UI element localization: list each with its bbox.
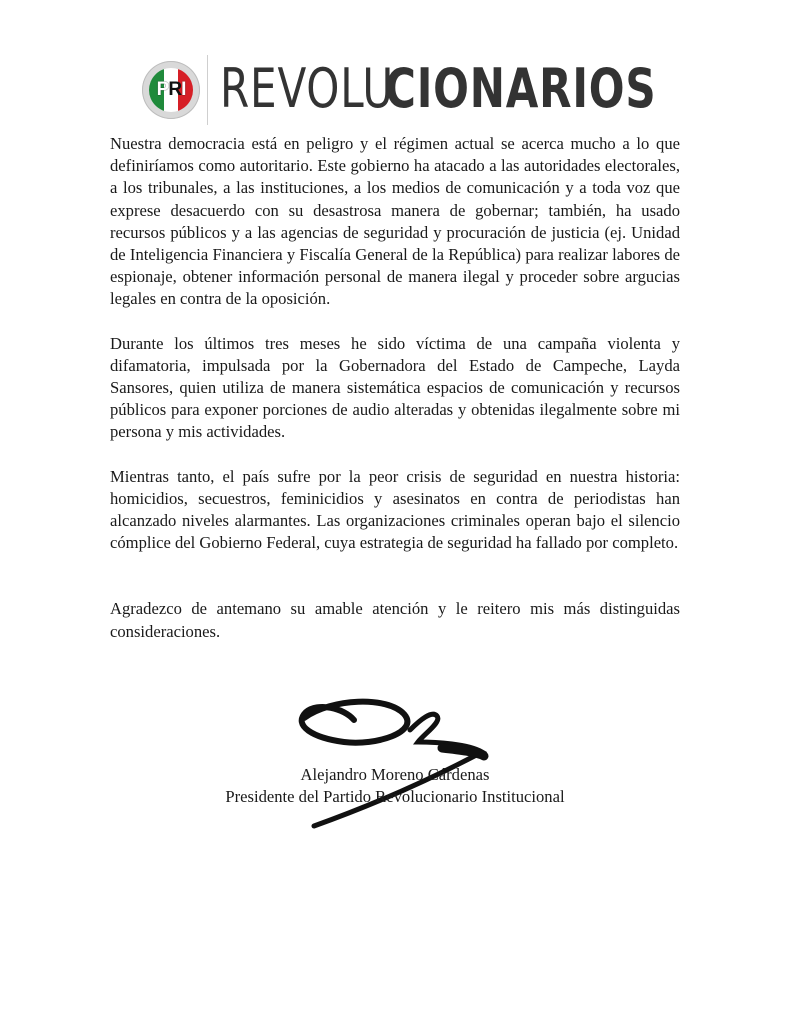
paragraph-3: Mientras tanto, el país sufre por la peor crisis de seguridad en nuestra historia: homicidios, secuestros, feminicidios y asesinatos en contra de periodistas han alcanzado niveles alarmantes. Las organizaciones criminales operan bajo el silencio cómplice del Gobierno Federal, cuya estrategia de seguridad ha fallado por completo. — [110, 466, 680, 553]
closing-paragraph: Agradezco de antemano su amable atención y le reitero mis más distinguidas consideraciones. — [110, 599, 680, 641]
letterhead — [140, 55, 660, 125]
logo-letter-i: I — [181, 79, 186, 100]
logo-letter-p: P — [156, 79, 169, 100]
logo-letter-r: R — [168, 79, 182, 100]
header-divider — [207, 55, 208, 125]
signatory-name: Alejandro Moreno Cárdenas — [300, 765, 490, 784]
revolucionarios-wordmark — [220, 59, 733, 119]
wordmark-light: REVOLU — [220, 57, 394, 120]
paragraph-2: Durante los últimos tres meses he sido víctima de una campaña violenta y difamatoria, impulsada por la Gobernadora del Estado de Campeche, Layda Sansores, quien utiliza de manera sistemática espacios de comunicación y recursos públicos para exponer porciones de audio alteradas y obtenidas ilegalmente sobre mi persona y mis actividades. — [110, 333, 680, 442]
pri-logo-letters — [149, 68, 193, 112]
pri-logo — [142, 61, 200, 119]
handwritten-signature — [292, 690, 492, 830]
signature-block — [190, 764, 600, 808]
signatory-title: Presidente del Partido Revolucionario Institucional — [225, 787, 565, 806]
letter-body — [110, 133, 680, 643]
paragraph-1: Nuestra democracia está en peligro y el régimen actual se acerca mucho a lo que definiríamos como autoritario. Este gobierno ha atacado a las autoridades electorales, a los tribunales, a las instituciones, a los medios de comunicación y a toda voz que exprese desacuerdo con su desastrosa manera de gobernar; también, ha usado recursos públicos y a las agencias de seguridad y procuración de justicia (ej. Unidad de Inteligencia Financiera y Fiscalía General de la República) para realizar labores de espionaje, obtener información personal de manera ilegal y proceder sobre argucias legales en contra de la oposición. — [110, 134, 680, 309]
wordmark-heavy: CIONARIOS — [385, 57, 657, 120]
